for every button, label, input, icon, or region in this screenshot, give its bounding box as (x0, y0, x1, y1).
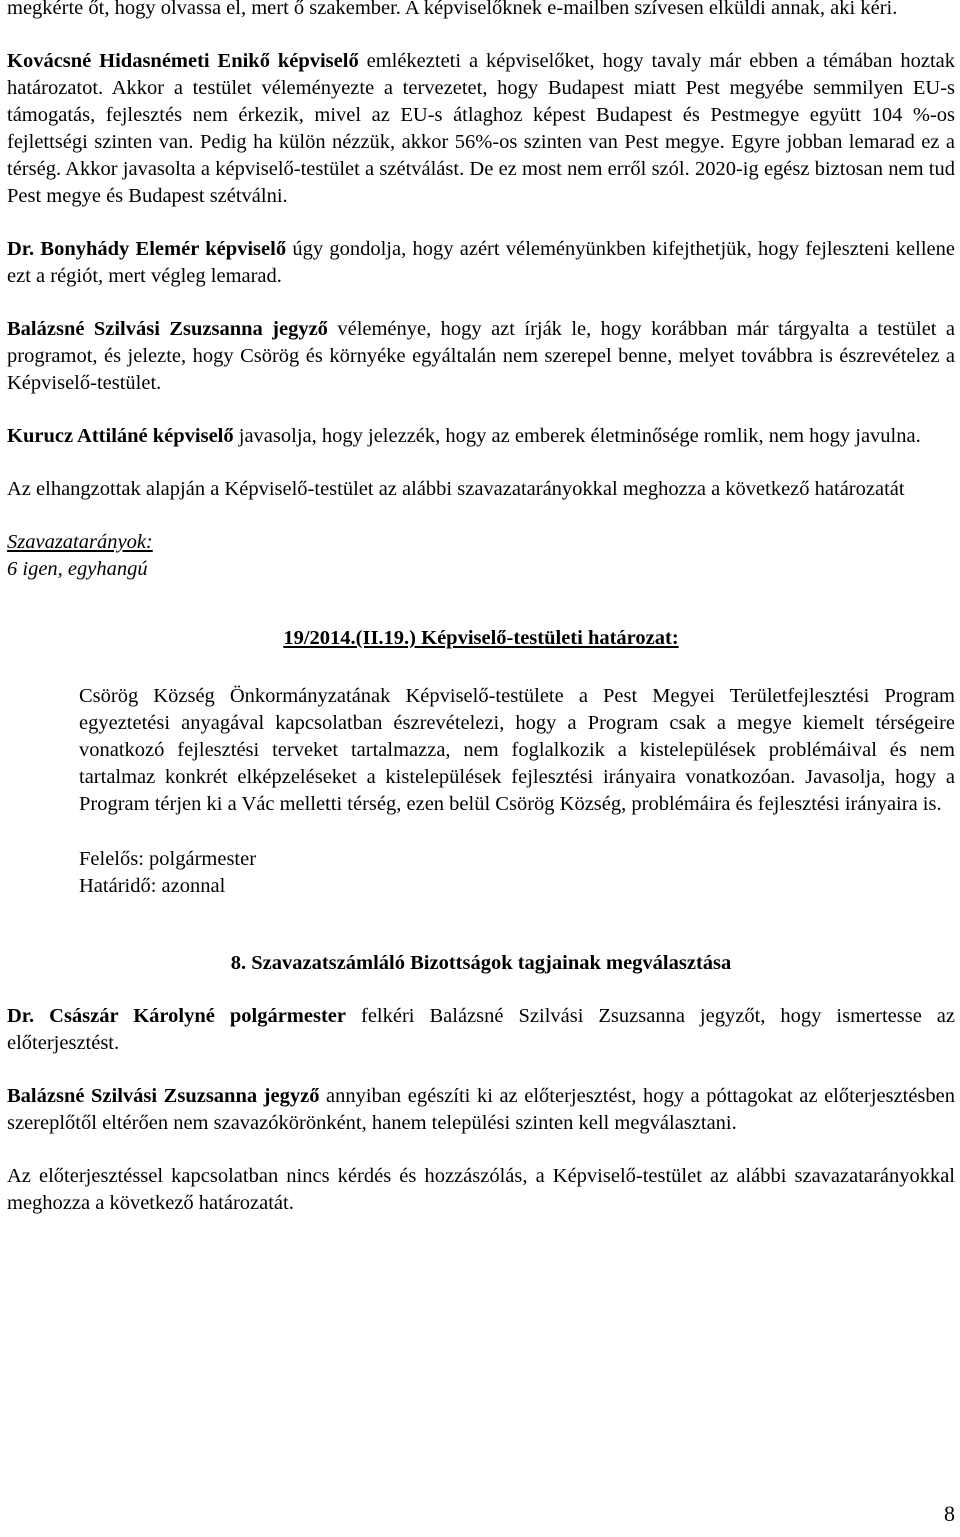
speaker-name: Kovácsné Hidasnémeti Enikő képviselő (7, 50, 359, 72)
speaker-name: Dr. Bonyhády Elemér képviselő (7, 238, 287, 260)
paragraph-kovacsne (7, 48, 955, 210)
paragraph-text: úgy gondolja, hogy azért véleményünkben kifejthetjük, hogy fejleszteni kellene ezt a régiót, mert végleg lemarad. (7, 238, 955, 287)
paragraph-kurucz (7, 423, 955, 450)
speaker-name: Dr. Császár Károlyné polgármester (7, 1005, 346, 1027)
paragraph-text: felkéri Balázsné Szilvási Zsuzsanna jegyzőt, hogy ismertesse az előterjesztést. (7, 1005, 955, 1054)
paragraph-text: véleménye, hogy azt írják le, hogy korábban már tárgyalta a testület a programot, és jelezte, hogy Csörög és környéke egyáltalán nem szerepel benne, melyet továbbra is észrevételez a Képviselő-testület. (7, 318, 955, 394)
resolution-body: Csörög Község Önkormányzatának Képviselő-testülete a Pest Megyei Területfejlesztési Program egyeztetési anyagával kapcsolatban észrevételezi, hogy a Program csak a megye kiemelt térségeire vonatkozó fejlesztési terveket tartalmazza, nem foglalkozik a kistelepülések problémáival és nem tartalmaz konkrét elképzeléseket a kistelepülések fejlesztési irányaira vonatkozóan. Javasolja, hogy a Program térjen ki a Vác melletti térség, ezen belül Csörög Község, problémáira és fejlesztési irányaira is. (79, 685, 955, 815)
paragraph-bonyhady (7, 236, 955, 290)
paragraph-text: annyiban egészíti ki az előterjesztést, hogy a póttagokat az előterjesztésben szereplőtől eltérően nem szavazókörönként, hanem települési szinten kell megválasztani. (7, 1085, 955, 1134)
paragraph-vote-intro: Az elhangzottak alapján a Képviselő-testület az alábbi szavazatarányokkal meghozza a következő határozatát (7, 478, 905, 500)
resolution-responsible: Felelős: polgármester (79, 848, 257, 870)
paragraph-text: emlékezteti a képviselőket, hogy tavaly már ebben a témában hoztak határozatot. Akkor a testület véleményezte a tervezetet, hogy Budapest miatt Pest megyébe semmilyen EU-s támogatás, fejlesztés nem érkezik, mivel az EU-s átlaghoz képest Budapest és Pestmegye együtt 104 %-os fejlettségi szinten van. Pedig ha külön nézzük, akkor 56%-os szinten van Pest megye. Egyre jobban lemarad ez a térség. Akkor javasolta a képviselő-testület a szétválást. De ez most nem erről szól. 2020-ig egész biztosan nem tud Pest megye és Budapest szétválni. (7, 50, 955, 207)
paragraph-balazsne (7, 316, 955, 397)
resolution-deadline: Határidő: azonnal (79, 875, 226, 897)
paragraph-text: javasolja, hogy jelezzék, hogy az emberek életminősége romlik, nem hogy javulna. (233, 425, 921, 447)
paragraph-balazsne-2 (7, 1083, 955, 1137)
page-number: 8 (944, 1501, 955, 1526)
speaker-name: Balázsné Szilvási Zsuzsanna jegyző (7, 318, 328, 340)
agenda-item-title: 8. Szavazatszámláló Bizottságok tagjainak megválasztása (230, 952, 732, 974)
vote-result: 6 igen, egyhangú (7, 558, 148, 580)
paragraph-final: Az előterjesztéssel kapcsolatban nincs kérdés és hozzászólás, a Képviselő-testület az alábbi szavazatarányokkal meghozza a következő határozatát. (7, 1165, 955, 1214)
speaker-name: Balázsné Szilvási Zsuzsanna jegyző (7, 1085, 320, 1107)
paragraph-csaszar (7, 1003, 955, 1057)
resolution-title: 19/2014.(II.19.) Képviselő-testületi határozat: (283, 627, 679, 649)
paragraph-intro: megkérte őt, hogy olvassa el, mert ő szakember. A képviselőknek e-mailben szívesen elküldi annak, aki kéri. (7, 0, 898, 19)
vote-label: Szavazatarányok: (7, 531, 153, 553)
speaker-name: Kurucz Attiláné képviselő (7, 425, 234, 447)
document-page (7, 0, 955, 1243)
